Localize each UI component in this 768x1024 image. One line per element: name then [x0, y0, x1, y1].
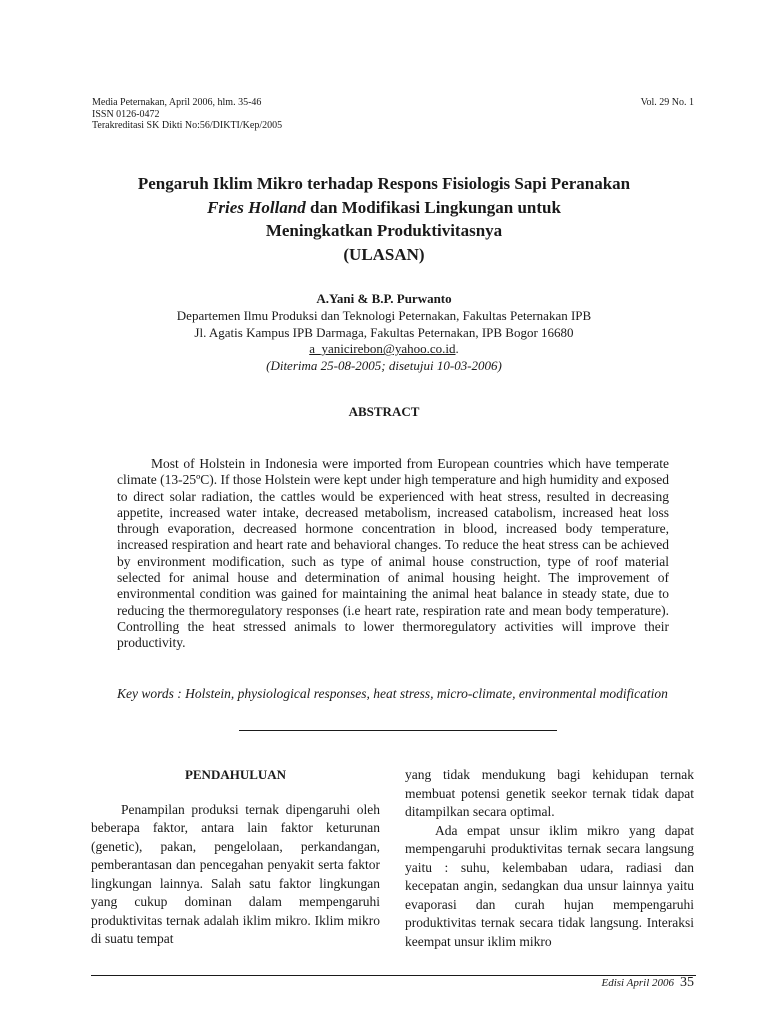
author-department: Departemen Ilmu Produksi dan Teknologi Peternakan, Fakultas Peternakan IPB — [176, 307, 592, 323]
title-line-2-rest: dan Modifikasi Lingkungan untuk — [305, 197, 561, 217]
title-line-1: Pengaruh Iklim Mikro terhadap Respons Fisiologis Sapi Peranakan — [137, 174, 631, 193]
paper-title — [90, 172, 678, 266]
abstract-text: Most of Holstein in Indonesia were imported from European countries which have temperate climate (13-25ºC). If those Holstein were kept under high temperature and high humidity and exposed to direct solar radiation, the cattles would be experienced with heat stress, resulted in decreasing appetite, increased water intake, decreased metabolism, increased catabolism, increased heat loss through evaporation, decreased hormone concentration in blood, increased body temperature, increased respiration and heart rate and behavioral changes. To reduce the heat stress can be achieved by environment modification, such as type of animal house construction, type of roof material selected for animal house and determination of animal housing height. The improvement of environmental condition was gained for maintaining the animal heat balance in steady state, due to reducing the thermoregulatory responses (i.e heart rate, respiration rate and mean body temperature). Controlling the heat stressed animals to lower thermoregulatory activities will improve their productivity. — [117, 456, 669, 651]
issn: ISSN 0126-0472 — [92, 108, 160, 120]
volume-label: Vol. 29 No. 1 — [640, 97, 694, 108]
submission-dates: (Diterima 25-08-2005; disetujui 10-03-2006) — [266, 358, 502, 374]
right-column — [405, 766, 694, 951]
author-email-link[interactable]: a_yanicirebon@yahoo.co.id — [309, 341, 456, 357]
left-column — [91, 766, 380, 949]
journal-citation: Media Peternakan, April 2006, hlm. 35-46 — [92, 97, 262, 108]
intro-paragraph-1: Penampilan produksi ternak dipengaruhi oleh beberapa faktor, antara lain faktor keturunan (genetic), pakan, pengelolaan, perkandangan, pemberantasan dan pencegahan penyakit serta faktor lingkungan lainnya. Salah satu faktor lingkungan yang cukup dominan dalam mempengaruhi produktivitas ternak adalah iklim mikro. Iklim mikro di suatu tempat — [91, 801, 380, 946]
page-footer — [601, 975, 694, 991]
intro-paragraph-continued: yang tidak mendukung bagi kehidupan ternak membuat potensi genetik seekor ternak tidak dapat ditampilkan secara optimal. — [405, 767, 694, 819]
intro-paragraph-2: Ada empat unsur iklim mikro yang dapat mempengaruhi produktivitas ternak secara langsung yaitu : suhu, kelembaban udara, radiasi dan kecepatan angin, sedangkan dua unsur lainnya yaitu evaporasi dan curah hujan mempengaruhi produktivitas ternak secara tidak langsung. Interaksi keempat unsur iklim mikro — [405, 822, 694, 949]
author-address: Jl. Agatis Kampus IPB Darmaga, Fakultas Peternakan, IPB Bogor 16680 — [194, 324, 574, 340]
title-line-2 — [90, 196, 678, 220]
abstract-divider — [239, 730, 557, 731]
keywords: Key words : Holstein, physiological responses, heat stress, micro-climate, environmental modification — [117, 686, 668, 701]
abstract-heading: ABSTRACT — [348, 404, 420, 419]
section-heading: PENDAHULUAN — [184, 767, 287, 782]
author-email-line — [90, 341, 678, 358]
title-line-4: (ULASAN) — [343, 244, 425, 264]
journal-meta — [92, 97, 282, 132]
title-line-3: Meningkatkan Produktivitasnya — [265, 221, 503, 240]
accreditation: Terakreditasi SK Dikti No:56/DIKTI/Kep/2005 — [92, 120, 283, 131]
page-number: 35 — [680, 975, 694, 990]
title-italic-term: Fries Holland — [207, 197, 306, 217]
email-suffix: . — [455, 341, 459, 357]
edition-label: Edisi April 2006 — [601, 977, 674, 989]
author-block — [90, 291, 678, 375]
abstract-body — [117, 456, 669, 652]
author-names: A.Yani & B.P. Purwanto — [316, 291, 452, 306]
